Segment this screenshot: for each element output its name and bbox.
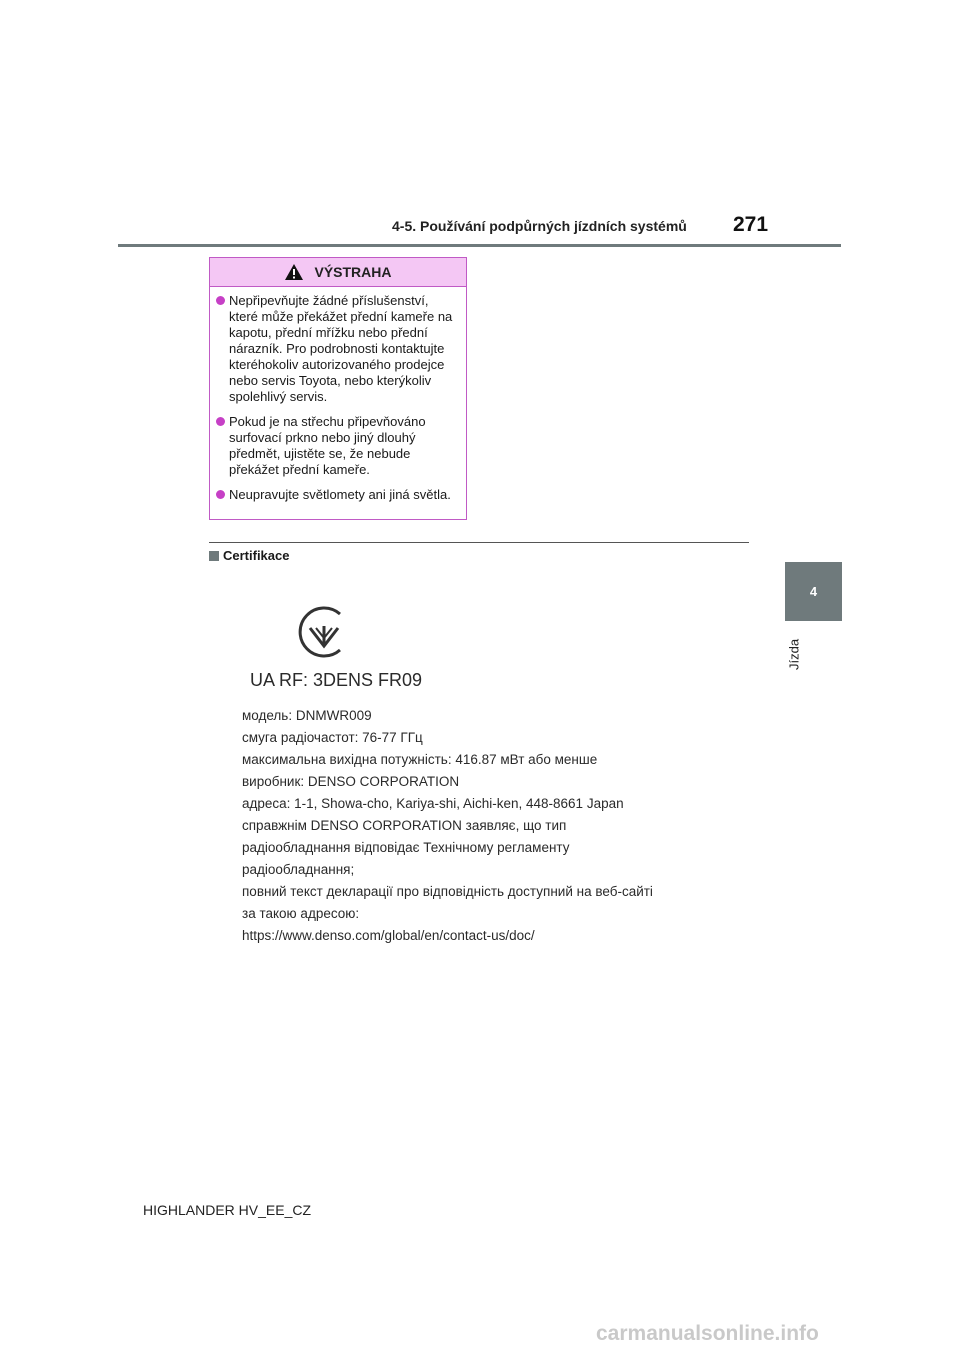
certificate-line: виробник: DENSO CORPORATION <box>242 774 460 789</box>
warning-item <box>216 487 460 503</box>
warning-item-text: Pokud je na střechu připevňováno surfovací prkno nebo jiný dlouhý předmět, ujistěte se, že nebude překážet přední kameře. <box>229 414 426 477</box>
certificate-line: максимальна вихідна потужність: 416.87 мВт або менше <box>242 752 598 767</box>
certificate-line: радіообладнання відповідає Технічному регламенту <box>242 840 570 855</box>
ukrainian-conformity-mark-icon <box>296 602 352 662</box>
section-divider <box>209 542 749 543</box>
warning-item <box>216 293 460 405</box>
certificate-line: за такою адресою: <box>242 906 360 921</box>
warning-item-text: Neupravujte světlomety ani jiná světla. <box>229 487 451 502</box>
bullet-icon <box>216 296 225 305</box>
certificate-line: смуга радіочастот: 76-77 ГГц <box>242 730 423 745</box>
bullet-icon <box>216 490 225 499</box>
certificate-line: повний текст декларації про відповідність доступний на веб-сайті <box>242 884 653 899</box>
chapter-tab[interactable] <box>785 562 842 621</box>
warning-triangle-icon <box>284 263 304 281</box>
certificate-line: радіообладнання; <box>242 862 355 877</box>
page-number: 271 <box>733 213 769 236</box>
certificate-url: https://www.denso.com/global/en/contact-us/doc/ <box>242 928 535 943</box>
warning-box <box>209 257 467 520</box>
footer-model-code: HIGHLANDER HV_EE_CZ <box>143 1202 312 1218</box>
watermark: carmanualsonline.info <box>596 1322 819 1345</box>
section-heading-text: Certifikace <box>223 548 290 563</box>
certificate-text <box>242 705 742 947</box>
certificate-line: модель: DNMWR009 <box>242 708 372 723</box>
header-divider <box>118 244 841 247</box>
warning-title: VÝSTRAHA <box>314 264 392 280</box>
warning-header <box>210 258 466 287</box>
certificate-line: адреса: 1-1, Showa-cho, Kariya-shi, Aichi-ken, 448-8661 Japan <box>242 796 624 811</box>
warning-list <box>210 287 466 503</box>
certificate-line: справжнім DENSO CORPORATION заявляє, що тип <box>242 818 567 833</box>
chapter-number: 4 <box>809 584 818 599</box>
bullet-icon <box>216 417 225 426</box>
chapter-label: Jízda <box>786 638 802 670</box>
section-title: 4-5. Používání podpůrných jízdních systémů <box>392 218 687 234</box>
warning-item <box>216 414 460 478</box>
warning-item-text: Nepřipevňujte žádné příslušenství, které může překážet přední kameře na kapotu, přední mřížku nebo přední nárazník. Pro podrobnosti kontaktujte kteréhokoliv autorizovaného prodejce nebo servis Toyota, nebo kterýkoliv spolehlivý servis. <box>229 293 453 404</box>
certificate-id: UA RF: 3DENS FR09 <box>250 670 423 690</box>
square-bullet-icon <box>209 551 219 561</box>
section-heading <box>209 548 289 563</box>
